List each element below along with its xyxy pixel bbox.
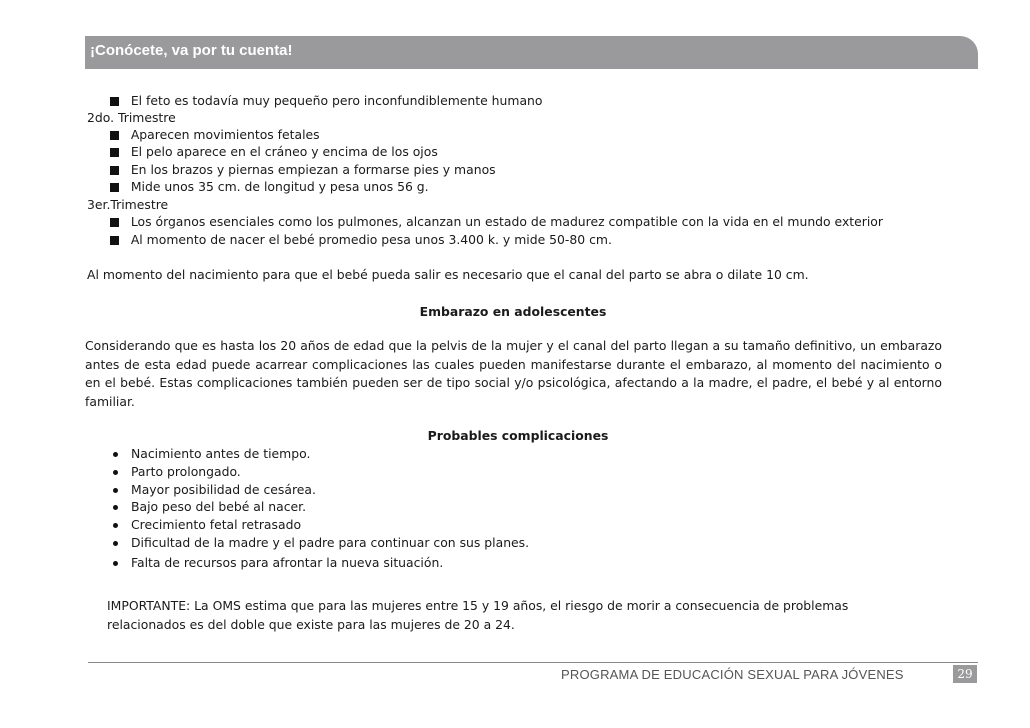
list-item (110, 92, 542, 109)
list-item (110, 231, 612, 248)
trimester-label: 3er.Trimestre (87, 197, 169, 212)
section-heading-complications: Probables complicaciones (427, 428, 609, 443)
list-item: Crecimiento fetal retrasado (131, 517, 302, 532)
list-item-text: Los órganos esenciales como los pulmones, alcanzan un estado de madurez compatible con la vida en el mundo exterior (130, 214, 883, 229)
bullet-icon (113, 541, 118, 546)
page-header-title: ¡Conócete, va por tu cuenta! (90, 42, 293, 59)
footer-program-title: PROGRAMA DE EDUCACIÓN SEXUAL PARA JÓVENES (561, 667, 904, 682)
bullet-icon (113, 488, 118, 493)
list-item: Bajo peso del bebé al nacer. (131, 499, 307, 514)
list-item-text: Al momento de nacer el bebé promedio pesa unos 3.400 k. y mide 50-80 cm. (130, 232, 612, 247)
list-item (110, 126, 320, 143)
square-bullet-icon (110, 236, 119, 245)
section-heading-adolescent: Embarazo en adolescentes (419, 304, 607, 319)
footer-divider (88, 662, 978, 663)
adolescent-paragraph: Considerando que es hasta los 20 años de edad que la pelvis de la mujer y el canal del parto llegan a su tamaño definitivo, un embarazo antes de esta edad puede acarrear complicaciones las cuales pueden manifestarse durante el embarazo, al momento del nacimiento o en el bebé. Estas complicaciones también pueden ser de tipo social y/o psicológica, afectando a la madre, el padre, el bebé y al entorno familiar. (85, 338, 942, 409)
important-note: IMPORTANTE: La OMS estima que para las mujeres entre 15 y 19 años, el riesgo de morir a consecuencia de problemas relacionados es del doble que existe para las mujeres de 20 a 24. (107, 598, 849, 632)
bullet-icon (113, 561, 118, 566)
list-item (110, 143, 438, 160)
list-item: Falta de recursos para afrontar la nueva situación. (131, 555, 444, 570)
birth-paragraph: Al momento del nacimiento para que el bebé pueda salir es necesario que el canal del parto se abra o dilate 10 cm. (87, 267, 809, 282)
list-item (110, 213, 883, 230)
bullet-icon (113, 470, 118, 475)
square-bullet-icon (110, 97, 119, 106)
list-item-text: Aparecen movimientos fetales (130, 127, 320, 142)
square-bullet-icon (110, 218, 119, 227)
trimester-label: 2do. Trimestre (87, 110, 176, 125)
list-item-text: El pelo aparece en el cráneo y encima de los ojos (130, 144, 438, 159)
list-item-text: El feto es todavía muy pequeño pero inconfundiblemente humano (130, 93, 543, 108)
bullet-icon (113, 452, 118, 457)
list-item (110, 161, 496, 178)
page-number: 29 (953, 665, 977, 683)
square-bullet-icon (110, 166, 119, 175)
list-item: Parto prolongado. (131, 464, 241, 479)
square-bullet-icon (110, 131, 119, 140)
list-item-text: En los brazos y piernas empiezan a formarse pies y manos (130, 162, 496, 177)
square-bullet-icon (110, 148, 119, 157)
header-bar (85, 36, 978, 69)
list-item: Mayor posibilidad de cesárea. (131, 482, 316, 497)
list-item: Nacimiento antes de tiempo. (131, 446, 311, 461)
list-item-text: Mide unos 35 cm. de longitud y pesa unos 56 g. (130, 179, 429, 194)
bullet-icon (113, 505, 118, 510)
square-bullet-icon (110, 183, 119, 192)
bullet-icon (113, 523, 118, 528)
list-item: Dificultad de la madre y el padre para continuar con sus planes. (131, 535, 530, 550)
list-item (110, 178, 429, 195)
